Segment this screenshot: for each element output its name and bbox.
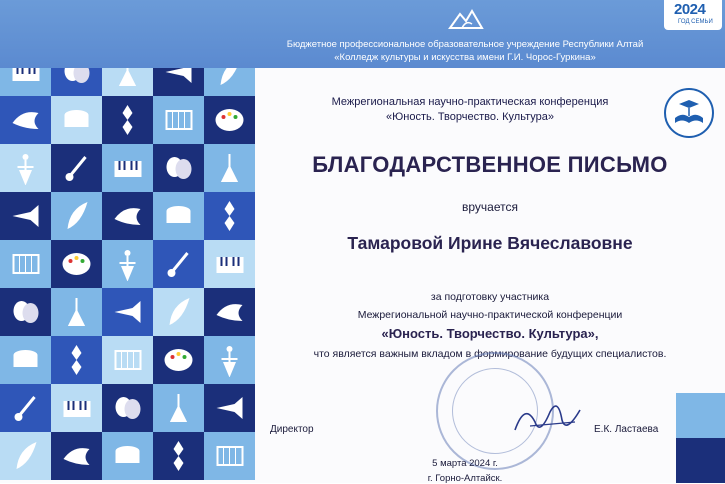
corner-tile — [676, 438, 725, 483]
conference-book-logo-icon — [664, 88, 714, 138]
mosaic-tile — [102, 336, 153, 384]
ornament-icon — [59, 343, 94, 377]
mosaic-tile — [102, 96, 153, 144]
accordion-icon — [8, 247, 43, 281]
mosaic-tile — [204, 384, 255, 432]
mosaic-tile — [204, 144, 255, 192]
trumpet-icon — [212, 391, 247, 425]
mosaic-tile — [51, 384, 102, 432]
letter-title: БЛАГОДАРСТВЕННОЕ ПИСЬМО — [312, 152, 668, 177]
violin-icon — [161, 247, 196, 281]
accordion-icon — [161, 103, 196, 137]
dove-icon — [212, 295, 247, 329]
mosaic-tile — [51, 288, 102, 336]
mosaic-tile — [153, 192, 204, 240]
mosaic-tile — [0, 192, 51, 240]
mosaic-tile — [51, 192, 102, 240]
mosaic-tile — [204, 336, 255, 384]
theatre-masks-icon — [161, 151, 196, 185]
trumpet-icon — [110, 295, 145, 329]
feather-icon — [161, 295, 196, 329]
mosaic-tile — [0, 96, 51, 144]
ornament-icon — [110, 103, 145, 137]
balalaika-icon — [161, 391, 196, 425]
ornament-icon — [161, 439, 196, 473]
mosaic-tile — [153, 336, 204, 384]
mosaic-tile — [153, 432, 204, 480]
director-role: Директор — [270, 424, 314, 435]
mosaic-tile — [51, 144, 102, 192]
balalaika-icon — [212, 151, 247, 185]
ballerina-icon — [8, 151, 43, 185]
dove-icon — [8, 103, 43, 137]
director-signature — [510, 392, 590, 442]
violin-icon — [59, 151, 94, 185]
header-mosaic-strip — [0, 0, 255, 68]
accordion-icon — [110, 343, 145, 377]
feather-icon — [8, 439, 43, 473]
institution-line-1: Бюджетное профессиональное образовательное учреждение Республики Алтай — [286, 39, 644, 50]
conference-name-line-1: Межрегиональная научно-практическая конференция — [331, 96, 609, 108]
ballerina-icon — [110, 247, 145, 281]
mosaic-tile — [102, 288, 153, 336]
mosaic-tile — [0, 288, 51, 336]
conference-name-line-2: «Юность. Творчество. Культура» — [386, 111, 554, 123]
violin-icon — [8, 391, 43, 425]
mosaic-tile — [204, 192, 255, 240]
director-name: Е.К. Ластаева — [594, 424, 659, 435]
mosaic-tile — [51, 96, 102, 144]
mosaic-tile — [153, 288, 204, 336]
year-badge-number: 2024 — [674, 1, 706, 18]
drum-icon — [161, 199, 196, 233]
theatre-masks-icon — [8, 295, 43, 329]
reason-line-2: Межрегиональной научно-практической конференции — [357, 309, 623, 321]
mosaic-tile — [0, 240, 51, 288]
ballerina-icon — [212, 343, 247, 377]
piano-icon — [212, 247, 247, 281]
mosaic-tile — [0, 144, 51, 192]
mosaic-tile — [153, 144, 204, 192]
recipient-name: Тамаровой Ирине Вячеславовне — [347, 233, 633, 253]
mosaic-tile — [102, 432, 153, 480]
reason-line-3: «Юность. Творчество. Культура», — [381, 326, 599, 341]
drum-icon — [59, 103, 94, 137]
palette-icon — [161, 343, 196, 377]
drum-icon — [110, 439, 145, 473]
mosaic-tile — [51, 336, 102, 384]
mosaic-tile — [153, 96, 204, 144]
institution-line-2: «Колледж культуры и искусства имени Г.И. Чорос-Гуркина» — [334, 52, 596, 63]
mosaic-tile — [0, 336, 51, 384]
mosaic-tile — [204, 240, 255, 288]
corner-decoration — [676, 393, 725, 483]
drum-icon — [8, 343, 43, 377]
mosaic-tile — [204, 288, 255, 336]
reason-line-4: что является важным вкладом в формирование будущих специалистов. — [313, 348, 667, 360]
feather-icon — [59, 199, 94, 233]
mosaic-tile — [102, 192, 153, 240]
balalaika-icon — [59, 295, 94, 329]
palette-icon — [59, 247, 94, 281]
ornament-icon — [212, 199, 247, 233]
college-logo-icon — [448, 6, 484, 34]
year-badge-caption: ГОД СЕМЬИ — [678, 19, 713, 25]
dove-icon — [59, 439, 94, 473]
mosaic-tile — [102, 144, 153, 192]
mosaic-tile — [0, 384, 51, 432]
dove-icon — [110, 199, 145, 233]
issue-city: г. Горно-Алтайск. — [427, 473, 503, 484]
mosaic-tile — [0, 432, 51, 480]
mosaic-tile — [102, 240, 153, 288]
piano-icon — [110, 151, 145, 185]
mosaic-tile — [153, 384, 204, 432]
mosaic-tile — [102, 384, 153, 432]
mosaic-tile — [204, 96, 255, 144]
trumpet-icon — [8, 199, 43, 233]
corner-tile — [676, 393, 725, 438]
institution-name — [255, 38, 675, 64]
reason-line-1: за подготовку участника — [430, 291, 550, 303]
issue-date: 5 марта 2024 г. — [432, 458, 498, 469]
piano-icon — [59, 391, 94, 425]
theatre-masks-icon — [110, 391, 145, 425]
decorative-mosaic — [0, 0, 255, 483]
accordion-icon — [212, 439, 247, 473]
palette-icon — [212, 103, 247, 137]
mosaic-tile — [153, 240, 204, 288]
mosaic-tile — [204, 432, 255, 480]
mosaic-tile — [51, 432, 102, 480]
mosaic-tile — [51, 240, 102, 288]
presented-to-label: вручается — [462, 200, 518, 214]
